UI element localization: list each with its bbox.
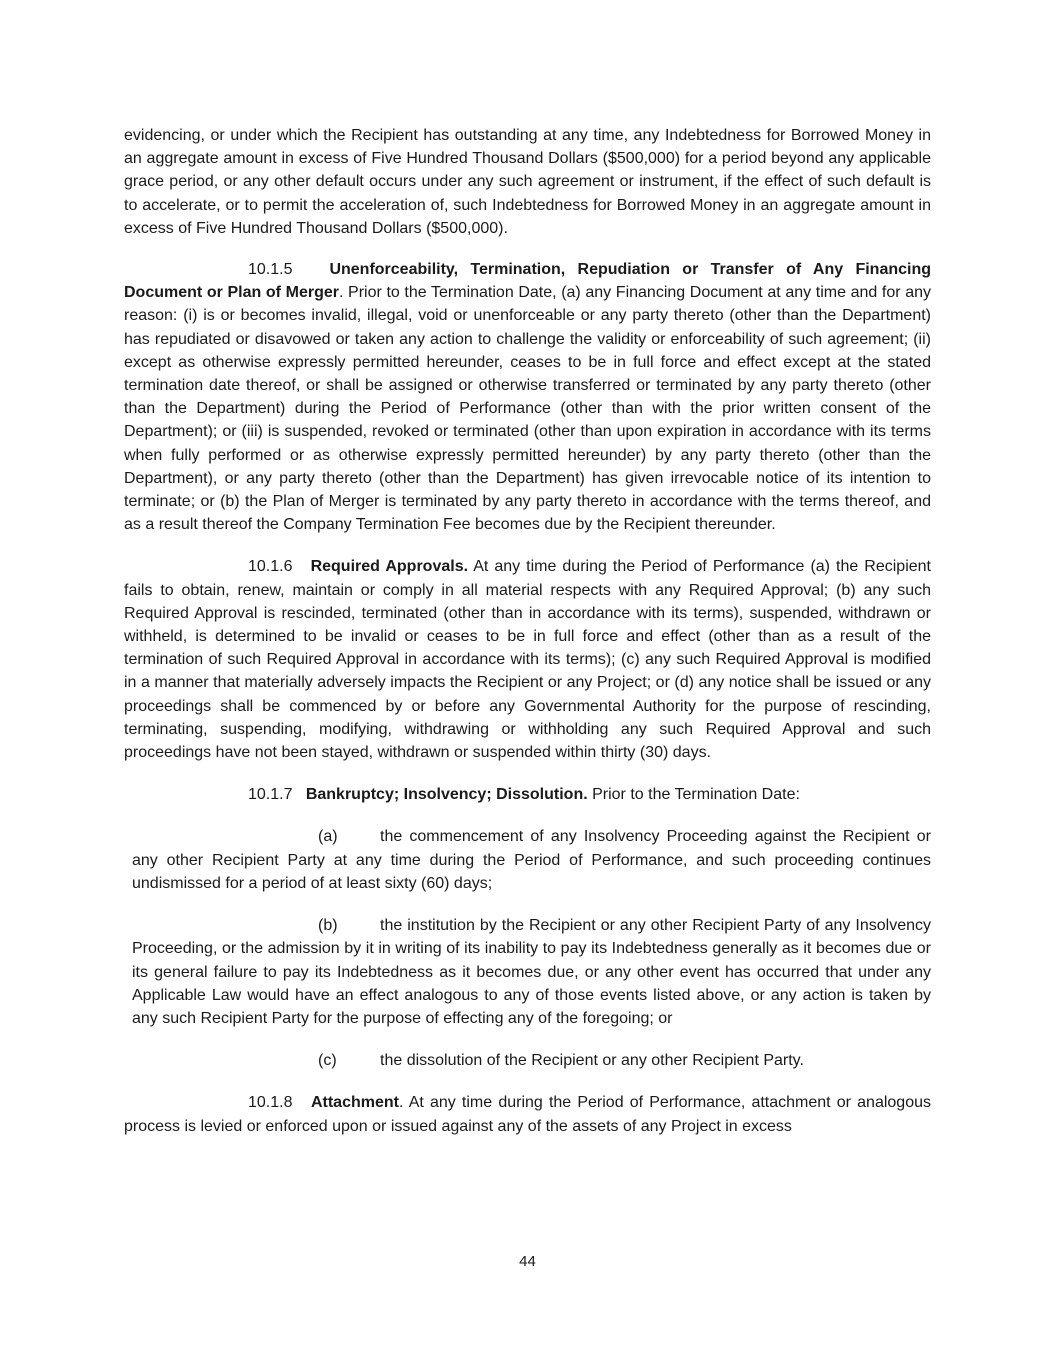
section-heading: Unenforceability, Termination, Repudiation or Transfer of Any Financing Document or Plan of Merger [124,261,931,302]
subitem-label: (a) [318,828,338,846]
document-page [124,124,931,1157]
section-heading: Required Approvals. [310,558,469,576]
section-10-1-8 [124,1091,931,1137]
subitem-label: (b) [318,917,338,935]
subitem-c [132,1049,931,1072]
section-body: Prior to the Termination Date: [587,786,800,804]
section-10-1-7 [124,783,931,806]
section-number: 10.1.8 [248,1094,293,1112]
section-heading: Bankruptcy; Insolvency; Dissolution. [305,786,588,804]
section-number: 10.1.7 [248,786,293,804]
page-number: 44 [519,1253,536,1270]
section-body: . At any time during the Period of Performance, attachment or analogous process is levied or enforced upon or issued against any of the assets of any Project in excess [124,1094,931,1135]
section-number: 10.1.5 [248,261,293,279]
subitem-a [132,825,931,895]
continuation-paragraph: evidencing, or under which the Recipient has outstanding at any time, any Indebtedness for Borrowed Money in an aggregate amount in excess of Five Hundred Thousand Dollars ($500,000) for a period beyond any applicable grace period, or any other default occurs under any such agreement or instrument, if the effect of such default is to accelerate, or to permit the acceleration of, such Indebtedness for Borrowed Money in an aggregate amount in excess of Five Hundred Thousand Dollars ($500,000). [124,127,931,237]
subitem-text: the dissolution of the Recipient or any other Recipient Party. [380,1052,804,1070]
section-10-1-5 [124,258,931,536]
section-number: 10.1.6 [248,558,293,576]
subitem-b [132,914,931,1030]
subitem-text: the institution by the Recipient or any other Recipient Party of any Insolvency Proceeding, or the admission by it in writing of its inability to pay its Indebtedness generally as it becomes due or its general failure to pay its Indebtedness as it becomes due, or any other event has occurred that under any Applicable Law would have an effect analogous to any of those events listed above, or any action is taken by any such Recipient Party for the purpose of effecting any of the foregoing; or [132,917,931,1027]
section-body: At any time during the Period of Performance (a) the Recipient fails to obtain, renew, maintain or comply in all material respects with any Required Approval; (b) any such Required Approval is rescinded, terminated (other than in accordance with its terms), suspended, withdrawn or withheld, is determined to be invalid or ceases to be in full force and effect (other than as a result of the termination of such Required Approval in accordance with its terms); (c) any such Required Approval is modified in a manner that materially adversely impacts the Recipient or any Project; or (d) any notice shall be issued or any proceedings shall be commenced by or before any Governmental Authority for the purpose of rescinding, terminating, suspending, modifying, withdrawing or withholding any such Required Approval and such proceedings have not been stayed, withdrawn or suspended within thirty (30) days. [124,558,932,762]
section-body: . Prior to the Termination Date, (a) any Financing Document at any time and for any reason: (i) is or becomes invalid, illegal, void or unenforceable or any party thereto (other than the Department) has repudiated or disavowed or taken any action to challenge the validity or enforceability of such agreement; (ii) except as otherwise expressly permitted hereunder, ceases to be in full force and effect except at the stated termination date thereof, or shall be assigned or otherwise transferred or terminated by any party thereto (other than the Department) during the Period of Performance (other than with the prior written consent of the Department); or (iii) is suspended, revoked or terminated (other than upon expiration in accordance with its terms when fully performed or as otherwise expressly permitted hereunder) by any party thereto (other than the Department), or any party thereto (other than the Department) has given irrevocable notice of its intention to terminate; or (b) the Plan of Merger is terminated by any party thereto in accordance with the terms thereof, and as a result thereof the Company Termination Fee becomes due by the Recipient thereunder. [124,284,932,534]
section-10-1-6 [124,555,931,764]
subitem-text: the commencement of any Insolvency Proceeding against the Recipient or any other Recipient Party at any time during the Period of Performance, and such proceeding continues undismissed for a period of at least sixty (60) days; [132,828,931,892]
section-heading: Attachment [310,1094,399,1112]
subitem-label: (c) [318,1052,337,1070]
